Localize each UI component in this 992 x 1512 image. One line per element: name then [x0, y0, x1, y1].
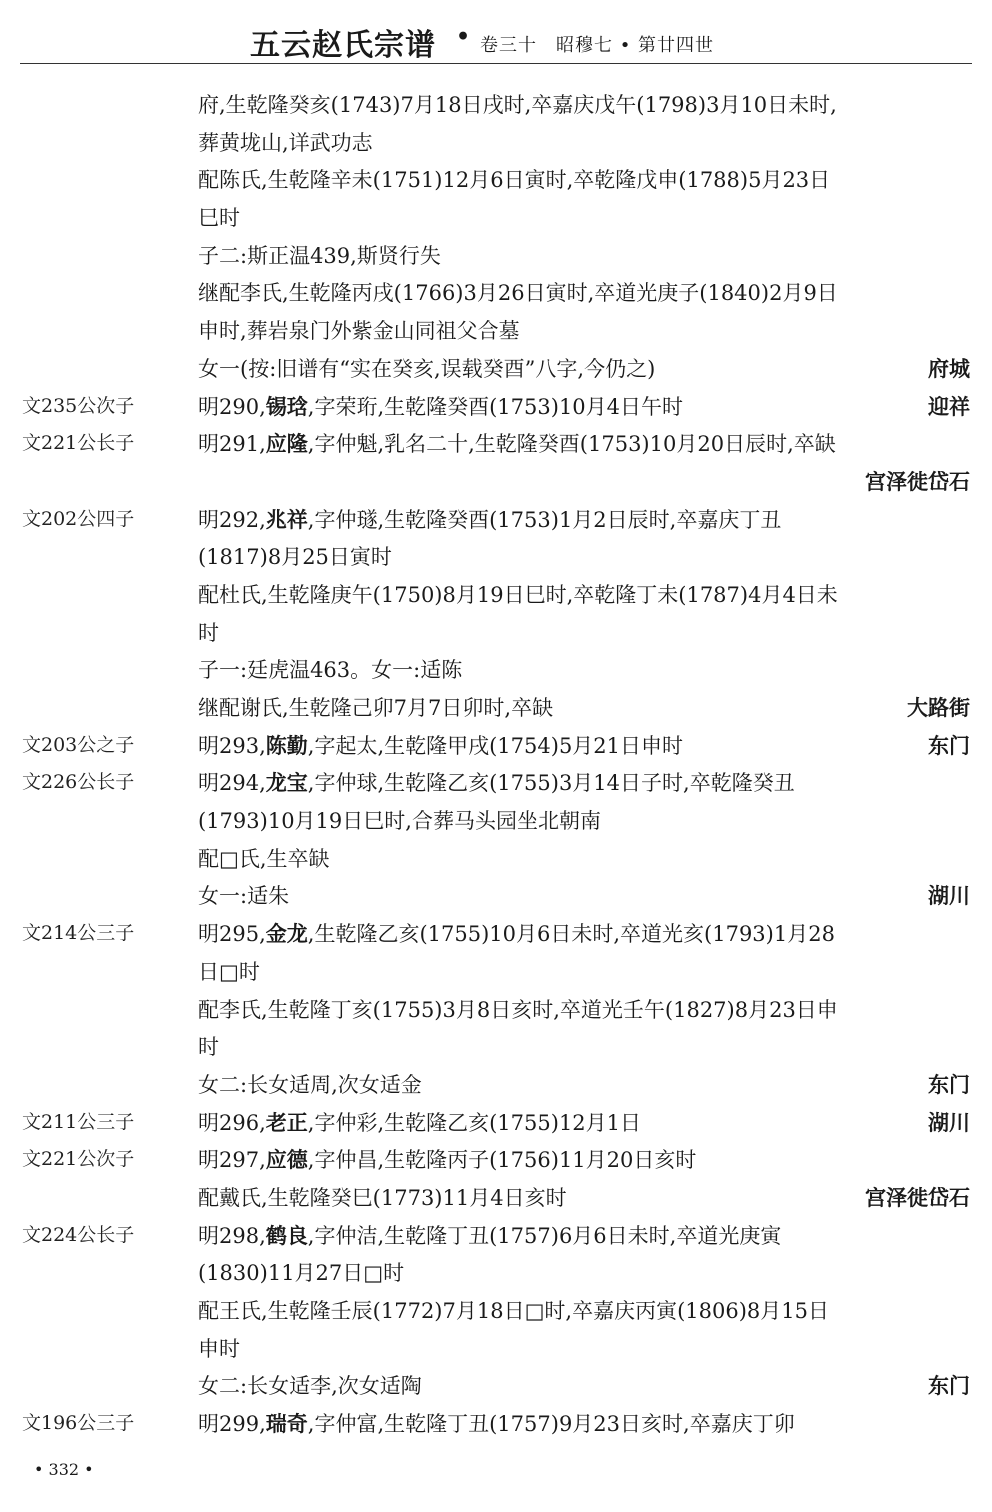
- text-line: [0, 538, 992, 576]
- entry-number: 明296,: [198, 1110, 266, 1135]
- text-line: [0, 199, 992, 237]
- text-line: [0, 1028, 992, 1066]
- entry-details: 时: [198, 1035, 219, 1060]
- book-title: 五云赵氏宗谱: [250, 28, 436, 63]
- text-line: [0, 1292, 992, 1330]
- parent-reference: 文224公长子: [22, 1223, 135, 1246]
- entry-details: 巳时: [198, 206, 240, 231]
- text-line: [0, 651, 992, 689]
- entry-text: [198, 312, 970, 351]
- residence-place: 湖川: [928, 1109, 970, 1135]
- entry-number: 明297,: [198, 1148, 266, 1173]
- text-line: [0, 1104, 992, 1142]
- entry-details: 配□氏,生卒缺: [198, 846, 330, 871]
- entry-text: [198, 237, 970, 276]
- parent-reference: 文235公次子: [22, 394, 135, 417]
- entry-details: ,字仲洁,生乾隆丁丑(1757)6月6日未时,卒道光庚寅: [307, 1223, 782, 1248]
- entry-text: [198, 86, 970, 125]
- residence-place: 湖川: [928, 883, 970, 909]
- entry-details: 配李氏,生乾隆丁亥(1755)3月8日亥时,卒道光壬午(1827)8月23日申: [198, 997, 838, 1022]
- entry-text: [198, 689, 970, 728]
- text-line: [0, 425, 992, 463]
- header-rule: [20, 63, 972, 64]
- residence-place: 府城: [928, 355, 970, 381]
- text-line: [0, 501, 992, 539]
- residence-place: 宫泽徙岱石: [865, 468, 970, 494]
- entry-text: [198, 1405, 970, 1444]
- text-line: [0, 840, 992, 878]
- parent-reference: 文202公四子: [22, 507, 135, 530]
- entry-details: ,字仲球,生乾隆乙亥(1755)3月14日子时,卒乾隆癸丑: [307, 771, 795, 796]
- entry-text: [198, 576, 970, 615]
- entry-number: 明298,: [198, 1223, 266, 1248]
- entry-details: ,字仲富,生乾隆丁丑(1757)9月23日亥时,卒嘉庆丁卯: [307, 1412, 795, 1437]
- entry-text: [198, 991, 970, 1030]
- residence-place: 迎祥: [928, 393, 970, 419]
- entry-text: [198, 1254, 970, 1293]
- entry-details: ,生乾隆乙亥(1755)10月6日未时,卒道光亥(1793)1月28: [307, 922, 835, 947]
- entry-text: [198, 953, 970, 992]
- entry-text: [198, 388, 970, 427]
- entry-text: [198, 1028, 970, 1067]
- entry-details: 继配谢氏,生乾隆己卯7月7日卯时,卒缺: [198, 696, 554, 720]
- entry-text: [198, 802, 970, 841]
- entry-text: [198, 1330, 970, 1369]
- text-line: [0, 764, 992, 802]
- entry-text: [198, 1104, 970, 1143]
- entry-details: 女一:适朱: [198, 884, 290, 909]
- text-line: [0, 953, 992, 991]
- parent-reference: 文221公长子: [22, 432, 135, 455]
- entry-details: ,字仲昌,生乾隆丙子(1756)11月20日亥时: [307, 1148, 697, 1173]
- entry-text: [198, 350, 970, 389]
- entry-number: 明291,: [198, 432, 266, 457]
- text-line: [0, 1254, 992, 1292]
- page-number: • 332 •: [34, 1460, 94, 1479]
- person-name: 陈勤: [265, 732, 308, 758]
- entry-details: 继配李氏,生乾隆丙戌(1766)3月26日寅时,卒道光庚子(1840)2月9日: [198, 281, 838, 306]
- entry-text: [198, 425, 970, 464]
- person-name: 应隆: [265, 431, 308, 457]
- text-line: [0, 877, 992, 915]
- entry-details: ,字仲魁,乳名二十,生乾隆癸酉(1753)10月20日辰时,卒缺: [307, 432, 836, 457]
- entry-number: 明299,: [198, 1412, 266, 1437]
- text-line: [0, 1066, 992, 1104]
- entry-text: [198, 614, 970, 653]
- text-line: [0, 576, 992, 614]
- text-line: [0, 86, 992, 124]
- volume-subtitle: 卷三十 昭穆七 • 第廿四世: [480, 35, 715, 56]
- text-line: [0, 350, 992, 388]
- entry-text: [198, 501, 970, 540]
- text-line: [0, 1141, 992, 1179]
- entry-details: 女二:长女适李,次女适陶: [198, 1374, 422, 1399]
- entry-details: ,字荣珩,生乾隆癸酉(1753)10月4日午时: [307, 394, 684, 419]
- parent-reference: 文211公三子: [22, 1110, 135, 1133]
- entry-number: 明294,: [198, 771, 266, 796]
- text-line: [0, 1330, 992, 1368]
- text-line: [0, 274, 992, 312]
- entry-details: 申时: [198, 1336, 240, 1361]
- entry-details: (1830)11月27日□时: [198, 1261, 405, 1286]
- residence-place: 大路街: [907, 695, 970, 720]
- entry-details: 子二:斯正温439,斯贤行失: [198, 243, 441, 268]
- entry-details: 女二:长女适周,次女适金: [198, 1072, 422, 1097]
- entry-text: [198, 199, 970, 238]
- person-name: 鹤良: [265, 1222, 308, 1248]
- entry-details: 女一(按:旧谱有“实在癸亥,误载癸酉”八字,今仍之): [198, 356, 656, 381]
- entry-text: [198, 538, 970, 577]
- residence-place: 东门: [928, 732, 970, 758]
- entry-text: [198, 1292, 970, 1331]
- entry-details: 申时,葬岩泉门外紫金山同祖父合墓: [198, 319, 520, 344]
- entry-number: 明292,: [198, 507, 266, 532]
- entry-details: 配杜氏,生乾隆庚午(1750)8月19日巳时,卒乾隆丁未(1787)4月4日未: [198, 582, 838, 607]
- person-name: 应德: [265, 1147, 308, 1173]
- person-name: 老正: [265, 1109, 308, 1135]
- entry-text: [198, 651, 970, 690]
- text-line: [0, 388, 992, 426]
- entry-details: 日□时: [198, 959, 260, 984]
- text-line: [0, 1405, 992, 1443]
- entry-text: [198, 1066, 970, 1105]
- entry-text: [198, 274, 970, 313]
- entry-text: [198, 1179, 970, 1218]
- entry-details: 葬黄垅山,详武功志: [198, 130, 373, 155]
- parent-reference: 文196公三子: [22, 1412, 135, 1435]
- text-line: [0, 614, 992, 652]
- text-line: [0, 915, 992, 953]
- text-line: [0, 161, 992, 199]
- parent-reference: 文221公次子: [22, 1148, 135, 1171]
- text-line: [0, 312, 992, 350]
- entry-text: [198, 915, 970, 954]
- genealogy-entries: [0, 86, 992, 1443]
- person-name: 金龙: [265, 921, 308, 947]
- text-line: [0, 727, 992, 765]
- entry-number: 明290,: [198, 394, 266, 419]
- entry-number: 明295,: [198, 922, 266, 947]
- entry-details: 时: [198, 620, 219, 645]
- text-line: [0, 689, 992, 727]
- entry-details: (1817)8月25日寅时: [198, 545, 392, 570]
- page-header: [0, 0, 992, 64]
- person-name: 兆祥: [265, 506, 308, 532]
- parent-reference: 文214公三子: [22, 922, 135, 945]
- text-line: [0, 1367, 992, 1405]
- entry-details: 子一:廷虎温463。女一:适陈: [198, 658, 463, 683]
- title-separator-dot: •: [456, 24, 471, 50]
- text-line: [0, 124, 992, 162]
- text-line: [0, 237, 992, 275]
- entry-text: [198, 1217, 970, 1256]
- parent-reference: 文226公长子: [22, 771, 135, 794]
- residence-place: 宫泽徙岱石: [865, 1184, 970, 1210]
- entry-text: [198, 1367, 970, 1406]
- entry-details: 配戴氏,生乾隆癸巳(1773)11月4日亥时: [198, 1185, 567, 1210]
- text-line: [0, 463, 992, 501]
- entry-details: ,字仲彩,生乾隆乙亥(1755)12月1日: [307, 1110, 642, 1135]
- parent-reference: 文203公之子: [22, 733, 135, 756]
- person-name: 锡琀: [265, 393, 308, 419]
- entry-text: [198, 727, 970, 766]
- entry-text: [198, 840, 970, 879]
- residence-place: 东门: [928, 1373, 970, 1399]
- entry-details: (1793)10月19日巳时,合葬马头园坐北朝南: [198, 809, 601, 834]
- entry-number: 明293,: [198, 733, 266, 758]
- entry-text: [198, 124, 970, 163]
- text-line: [0, 802, 992, 840]
- entry-text: [198, 877, 970, 916]
- text-line: [0, 991, 992, 1029]
- text-line: [0, 1217, 992, 1255]
- text-line: [0, 1179, 992, 1217]
- entry-text: [198, 161, 970, 200]
- entry-text: [198, 1141, 970, 1180]
- entry-details: 配陈氏,生乾隆辛未(1751)12月6日寅时,卒乾隆戊申(1788)5月23日: [198, 168, 831, 193]
- entry-details: 配王氏,生乾隆壬辰(1772)7月18日□时,卒嘉庆丙寅(1806)8月15日: [198, 1299, 830, 1323]
- residence-place: 东门: [928, 1071, 970, 1097]
- entry-text: [198, 764, 970, 803]
- entry-details: 府,生乾隆癸亥(1743)7月18日戌时,卒嘉庆戊午(1798)3月10日未时,: [198, 93, 837, 117]
- person-name: 龙宝: [265, 770, 308, 796]
- entry-details: ,字起太,生乾隆甲戌(1754)5月21日申时: [307, 733, 684, 758]
- person-name: 瑞奇: [265, 1411, 308, 1437]
- entry-details: ,字仲璲,生乾隆癸酉(1753)1月2日辰时,卒嘉庆丁丑: [307, 507, 782, 532]
